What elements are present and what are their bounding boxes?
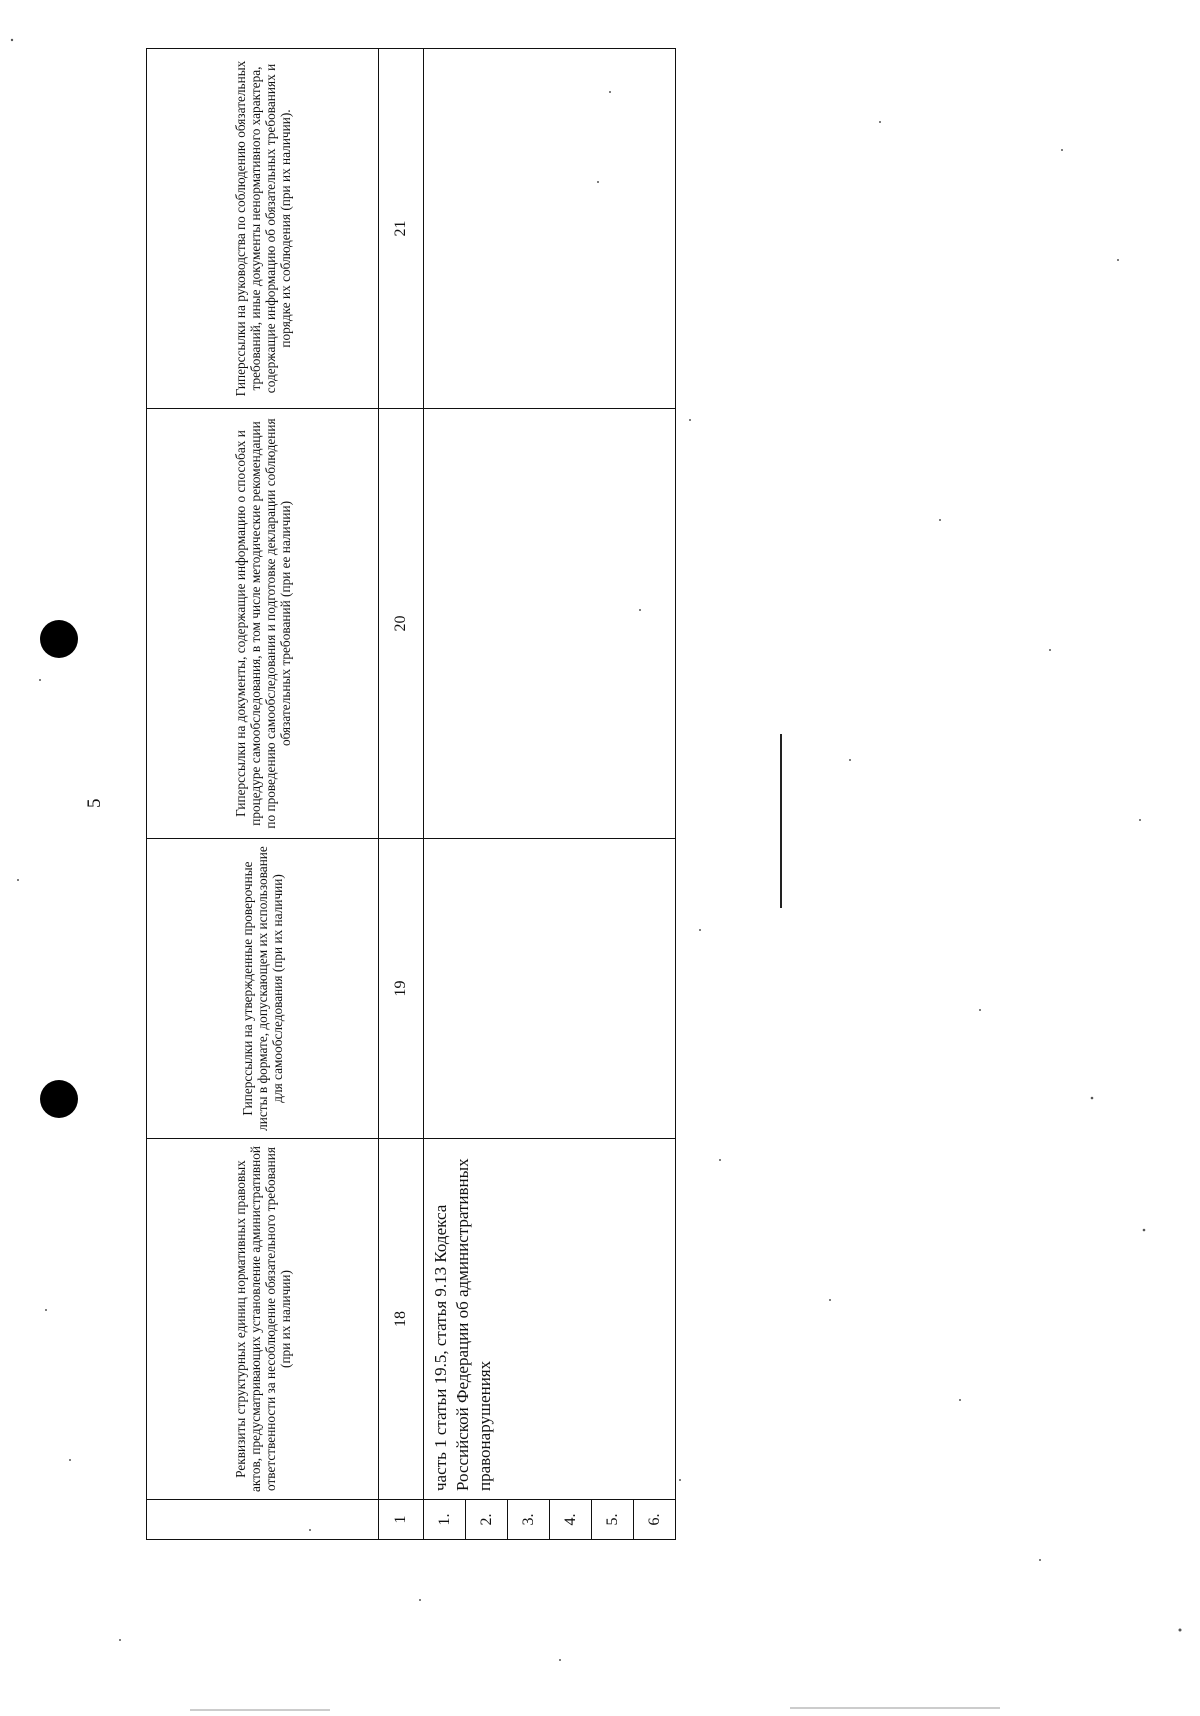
column-number: 18 bbox=[379, 1139, 424, 1500]
empty-cell bbox=[424, 839, 676, 1139]
punch-hole-lower bbox=[40, 1080, 78, 1118]
row-label: 5. bbox=[592, 1500, 634, 1540]
empty-cell bbox=[424, 49, 676, 409]
punch-hole-upper bbox=[40, 620, 78, 658]
header-cell-self-survey-docs: Гиперссылки на документы, содержащие информацию о способах и процедуре самообследования, в том числе методические рекомендации по проведению самообследования и подготовке декларации соблюдения обязательных требований (при ее наличии) bbox=[147, 409, 379, 839]
header-cell-guidance-docs: Гиперссылки на руководства по соблюдению обязательных требований, иные документы ненормативного характера, содержащие информацию об обязательных требованиях и порядке их соблюдения (при их наличии). bbox=[147, 49, 379, 409]
row-label: 6. bbox=[634, 1500, 676, 1540]
penalty-requisites-cell: часть 1 статьи 19.5, статья 9.13 Кодекса Российской Федерации об административных правонарушениях bbox=[424, 1139, 676, 1500]
header-cell-checklists: Гиперссылки на утвержденные проверочные листы в формате, допускающем их использование для самообследования (при их наличии) bbox=[147, 839, 379, 1139]
column-number: 21 bbox=[379, 49, 424, 409]
row-label: 2. bbox=[466, 1500, 508, 1540]
empty-cell bbox=[424, 409, 676, 839]
horizontal-rule bbox=[780, 734, 782, 908]
header-cell-penalty-requisites: Реквизиты структурных единиц нормативных правовых актов, предусматривающих установление административной ответственности за несоблюдение обязательного требования (при их наличии) bbox=[147, 1139, 379, 1500]
column-number: 20 bbox=[379, 409, 424, 839]
row-label: 3. bbox=[508, 1500, 550, 1540]
row-label: 1. bbox=[424, 1500, 466, 1540]
column-number: 19 bbox=[379, 839, 424, 1139]
requirements-table bbox=[146, 49, 663, 1540]
row-label: 4. bbox=[550, 1500, 592, 1540]
header-cell-blank bbox=[147, 1500, 379, 1540]
column-number: 1 bbox=[379, 1500, 424, 1540]
page-number: 5 bbox=[84, 798, 105, 808]
